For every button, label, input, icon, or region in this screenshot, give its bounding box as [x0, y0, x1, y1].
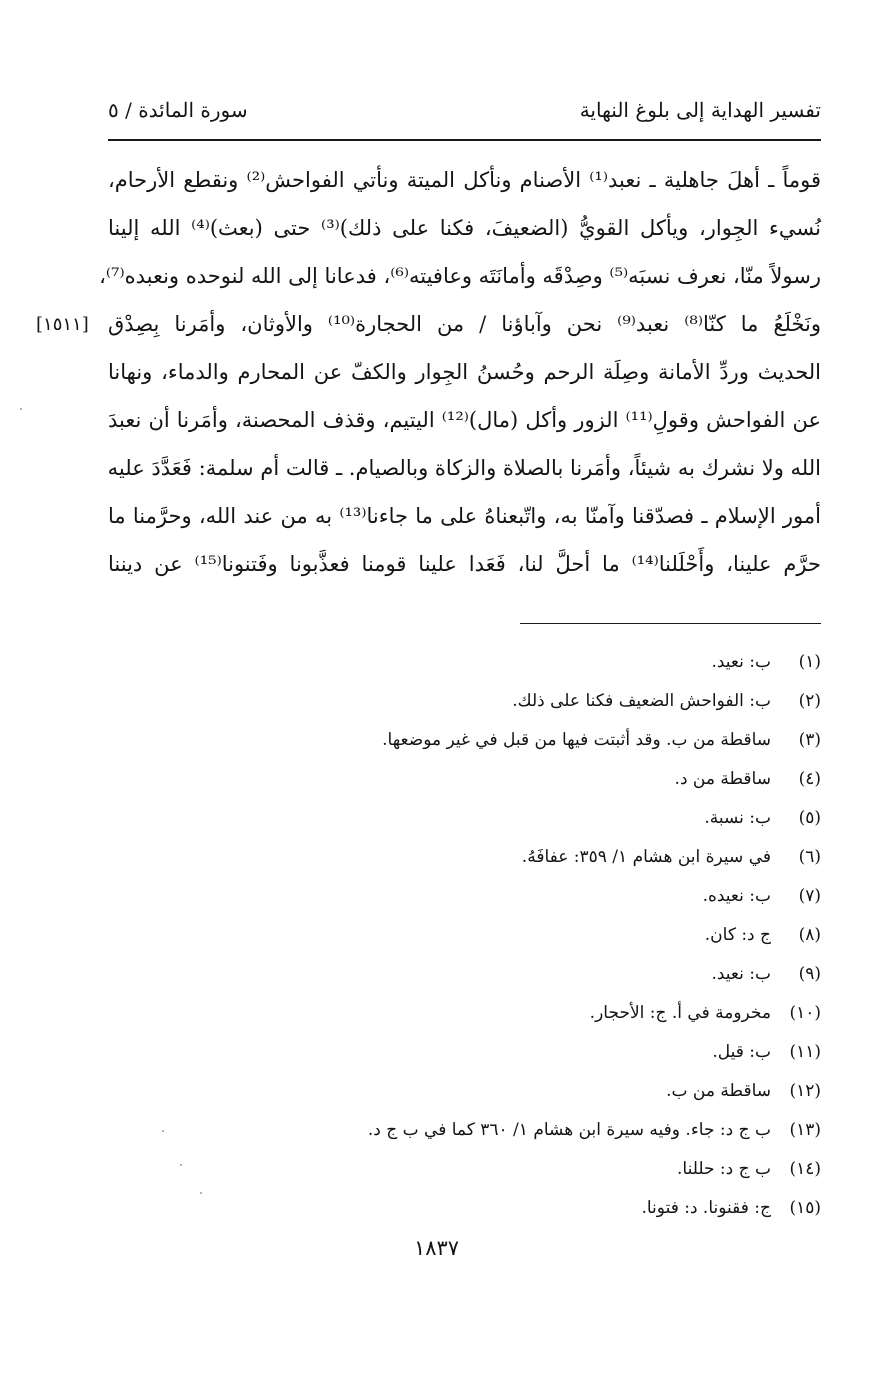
footnote-number: (٥) — [798, 808, 821, 828]
book-title: تفسير الهداية إلى بلوغ النهاية — [579, 98, 821, 122]
footnote — [301, 1150, 821, 1189]
footnote — [301, 877, 821, 916]
footnote-number: (١٣) — [789, 1120, 821, 1140]
footnote — [301, 799, 821, 838]
text-line-7: الله ولا نشرك به شيئاً، وأمَرنا بالصلاة والزكاة وبالصيام. ـ قالت أم سلمة: فَعَدَّدَ عليه — [107, 456, 821, 480]
footnote-text: ب ج د: جاء. وفيه سيرة ابن هشام ١/ ٣٦٠ كما في ب ج د. — [367, 1120, 771, 1140]
footnote — [301, 643, 821, 682]
scan-speck — [20, 408, 22, 410]
footnote — [301, 994, 821, 1033]
footnote-number: (٩) — [798, 964, 821, 984]
footnote-text: ساقطة من ب. — [666, 1081, 771, 1101]
footnote — [301, 1033, 821, 1072]
text-line-4: ونَخْلَعُ ما كنّا⁽⁸⁾ نعبد⁽⁹⁾ نحن وآباؤنا / من الحجارة⁽¹⁰⁾ والأوثان، وأمَرنا بِصِدْق — [108, 312, 822, 336]
header-divider — [108, 139, 821, 141]
scan-speck — [180, 1164, 182, 1166]
text-line-5: الحديث وردِّ الأمانة وصِلَة الرحم وحُسنُ الجِوار والكفّ عن المحارم والدماء، ونهانا — [108, 360, 821, 384]
footnote — [301, 1189, 821, 1228]
page-number: ١٨٣٧ — [413, 1236, 460, 1260]
footnote-number: (٤) — [798, 769, 821, 789]
footnote-number: (١٥) — [789, 1198, 821, 1218]
text-line-8: أمور الإسلام ـ فصدّقنا وآمنّا به، واتّبعناهُ على ما جاءنا⁽¹³⁾ به من عند الله، وحرَّمنا ما — [108, 504, 821, 528]
footnote-number: (٢) — [798, 691, 821, 711]
scan-speck — [200, 1192, 202, 1194]
footnote — [301, 682, 821, 721]
main-text — [99, 156, 822, 588]
footnote-number: (٦) — [798, 847, 821, 867]
text-line-1: قوماً ـ أهلَ جاهلية ـ نعبد⁽¹⁾ الأصنام ونأكل الميتة ونأتي الفواحش⁽²⁾ ونقطع الأرحام، — [108, 168, 821, 192]
footnote-text: ب: نعيد. — [711, 652, 771, 672]
footnote-text: ج: فقنونا. د: فتونا. — [641, 1198, 771, 1218]
footnote-text: ب: نعيده. — [702, 886, 771, 906]
footnote-text: ب: نعيد. — [711, 964, 771, 984]
text-line-2: نُسيء الجِوار، ويأكل القويُّ (الضعيفَ، فكنا على ذلك)⁽³⁾ حتى (بعث)⁽⁴⁾ الله إلينا — [108, 216, 821, 240]
footnote — [301, 955, 821, 994]
surah-label: سورة المائدة / ٥ — [108, 98, 248, 122]
footnote-text: في سيرة ابن هشام ١/ ٣٥٩: عفافَهُ. — [521, 847, 771, 867]
footnotes — [301, 643, 821, 1228]
footnote-text: ب: نسبة. — [704, 808, 771, 828]
footnote — [301, 916, 821, 955]
footnote — [301, 760, 821, 799]
footnote-divider — [520, 623, 821, 624]
manuscript-folio-reference: [١٥١١] — [36, 314, 89, 335]
text-line-6: عن الفواحش وقولِ⁽¹¹⁾ الزور وأكل (مال)⁽¹²⁾ اليتيم، وقذف المحصنة، وأمَرنا أن نعبدَ — [108, 408, 821, 432]
footnote-number: (١٢) — [789, 1081, 821, 1101]
footnote-number: (١١) — [789, 1042, 821, 1062]
footnote — [301, 838, 821, 877]
text-line-3: رسولاً منّا، نعرف نسبَه⁽⁵⁾ وصِدْقَه وأمانَتَه وعافيته⁽⁶⁾، فدعانا إلى الله لنوحده ونعبده⁽⁷⁾، — [99, 264, 821, 288]
footnote-number: (٣) — [798, 730, 821, 750]
footnote-number: (٨) — [798, 925, 821, 945]
footnote-number: (١٠) — [789, 1003, 821, 1023]
footnote — [301, 1111, 821, 1150]
footnote-number: (٧) — [798, 886, 821, 906]
scan-speck — [162, 1130, 164, 1132]
footnote-text: ب: قيل. — [712, 1042, 771, 1062]
footnote-number: (١٤) — [789, 1159, 821, 1179]
footnote-text: ب: الفواحش الضعيف فكنا على ذلك. — [512, 691, 771, 711]
footnote-number: (١) — [798, 652, 821, 672]
text-line-9: حرَّم علينا، وأَحْلَلنا⁽¹⁴⁾ ما أحلَّ لنا، فَعَدا علينا قومنا فعذَّبونا وفَتنونا⁽¹⁵⁾ عن ديننا — [108, 552, 821, 576]
footnote — [301, 1072, 821, 1111]
footnote-text: ساقطة من ب. وقد أثبتت فيها من قبل في غير موضعها. — [382, 730, 771, 750]
footnote-text: ب ج د: حللنا. — [677, 1159, 771, 1179]
footnote-text: مخرومة في أ. ج: الأحجار. — [589, 1003, 771, 1023]
footnote-text: ج د: كان. — [704, 925, 771, 945]
footnote — [301, 721, 821, 760]
footnote-text: ساقطة من د. — [674, 769, 771, 789]
